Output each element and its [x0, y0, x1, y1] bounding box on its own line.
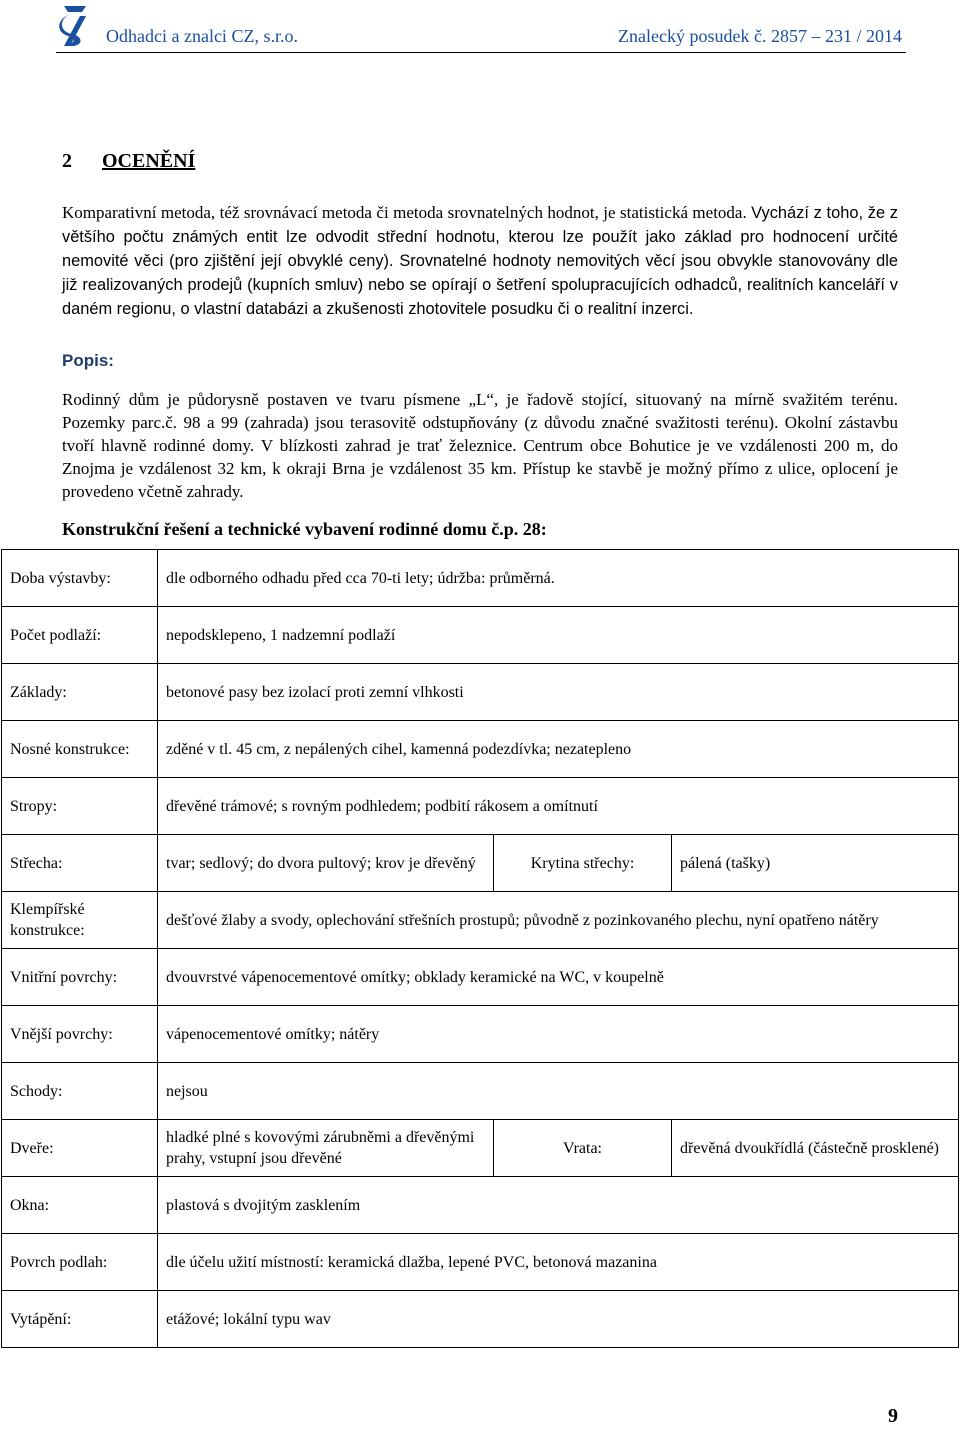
- row-value: dle odborného odhadu před cca 70-ti lety; údržba: průměrná.: [158, 550, 959, 607]
- row-sub-label: Krytina střechy:: [494, 835, 672, 892]
- table-row: [2, 949, 959, 1006]
- row-value: dvouvrstvé vápenocementové omítky; obklady keramické na WC, v koupelně: [158, 949, 959, 1006]
- company-name: Odhadci a znalci CZ, s.r.o.: [106, 26, 298, 46]
- row-label: Stropy:: [2, 778, 158, 835]
- page-number: 9: [888, 1405, 898, 1427]
- row-value: hladké plné s kovovými zárubněmi a dřevěnými prahy, vstupní jsou dřevěné: [158, 1120, 494, 1177]
- description-paragraph: Rodinný dům je půdorysně postaven ve tvaru písmene „L“, je řadově stojící, situovaný na mírně svažitém terénu. Pozemky parc.č. 98 a 99 (zahrada) jsou terasovitě odstupňovány (z důvodu značné svažitosti terénu). Okolní zástavbu tvoří hlavně rodinné domy. V blízkosti zahrad je trať železnice. Centrum obce Bohutice je ve vzdálenosti 200 m, do Znojma je vzdálenost 32 km, k okraji Brna je vzdálenost 35 km. Přístup ke stavbě je možný přímo z ulice, oplocení je provedeno včetně zahrady.: [62, 390, 898, 501]
- table-row: [2, 835, 959, 892]
- construction-heading: Konstrukční řešení a technické vybavení rodinné domu č.p. 28:: [62, 519, 547, 539]
- row-label: Povrch podlah:: [2, 1234, 158, 1291]
- row-value: vápenocementové omítky; nátěry: [158, 1006, 959, 1063]
- row-value: tvar; sedlový; do dvora pultový; krov je dřevěný: [158, 835, 494, 892]
- construction-table-body: [2, 550, 959, 1348]
- row-label: Vytápění:: [2, 1291, 158, 1348]
- section-heading: [62, 150, 195, 173]
- row-value: betonové pasy bez izolací proti zemní vlhkosti: [158, 664, 959, 721]
- table-row: [2, 607, 959, 664]
- row-label: Doba výstavby:: [2, 550, 158, 607]
- row-label: Okna:: [2, 1177, 158, 1234]
- table-row: [2, 664, 959, 721]
- popis-heading: Popis:: [62, 351, 114, 370]
- table-row: [2, 1120, 959, 1177]
- row-sub-value: dřevěná dvoukřídlá (částečně prosklené): [672, 1120, 959, 1177]
- table-row: [2, 550, 959, 607]
- section-title: OCENĚNÍ: [102, 150, 196, 172]
- page-header: [56, 0, 906, 53]
- row-value: etážové; lokální typu wav: [158, 1291, 959, 1348]
- table-row: [2, 1234, 959, 1291]
- section-number: 2: [62, 150, 72, 172]
- row-value: nepodsklepeno, 1 nadzemní podlaží: [158, 607, 959, 664]
- row-label: Střecha:: [2, 835, 158, 892]
- row-label: Základy:: [2, 664, 158, 721]
- row-sub-label: Vrata:: [494, 1120, 672, 1177]
- row-label: Nosné konstrukce:: [2, 721, 158, 778]
- row-sub-value: pálená (tašky): [672, 835, 959, 892]
- row-value: dřevěné trámové; s rovným podhledem; podbití rákosem a omítnutí: [158, 778, 959, 835]
- row-label: Vnější povrchy:: [2, 1006, 158, 1063]
- table-row: [2, 1177, 959, 1234]
- table-row: [2, 721, 959, 778]
- report-number: Znalecký posudek č. 2857 – 231 / 2014: [618, 26, 902, 46]
- table-row: [2, 1291, 959, 1348]
- row-label: Schody:: [2, 1063, 158, 1120]
- row-label: Klempířské konstrukce:: [2, 892, 158, 949]
- row-value: zděné v tl. 45 cm, z nepálených cihel, kamenná podezdívka; nezatepleno: [158, 721, 959, 778]
- row-label: Počet podlaží:: [2, 607, 158, 664]
- row-label: Vnitřní povrchy:: [2, 949, 158, 1006]
- table-row: [2, 1063, 959, 1120]
- method-intro-text: Komparativní metoda, též srovnávací metoda či metoda srovnatelných hodnot, je statistická metoda.: [62, 203, 747, 222]
- construction-table: [1, 549, 959, 1348]
- method-paragraph: [62, 201, 898, 321]
- row-label: Dveře:: [2, 1120, 158, 1177]
- row-value: dešťové žlaby a svody, oplechování střešních prostupů; původně z pozinkovaného plechu, nyní opatřeno nátěry: [158, 892, 959, 949]
- table-row: [2, 892, 959, 949]
- table-row: [2, 1006, 959, 1063]
- method-description-text: Vychází z toho, že z většího počtu známých entit lze odvodit střední hodnotu, kterou lze použít jako základ pro hodnocení určité nemovité věci (pro zjištění její obvyklé ceny). Srovnatelné hodnoty nemovitých věcí jsou obvykle stanovovány dle již realizovaných prodejů (kupních smluv) nebo se opírají o šetření spolupracujících odhadců, realitních kanceláří v daném regionu, o vlastní databázi a zkušenosti zhotovitele posudku či o realitní inzerci.: [62, 204, 899, 318]
- row-value: nejsou: [158, 1063, 959, 1120]
- row-value: plastová s dvojitým zasklením: [158, 1177, 959, 1234]
- company-logo-icon: [56, 2, 90, 48]
- row-value: dle účelu užití místností: keramická dlažba, lepené PVC, betonová mazanina: [158, 1234, 959, 1291]
- table-row: [2, 778, 959, 835]
